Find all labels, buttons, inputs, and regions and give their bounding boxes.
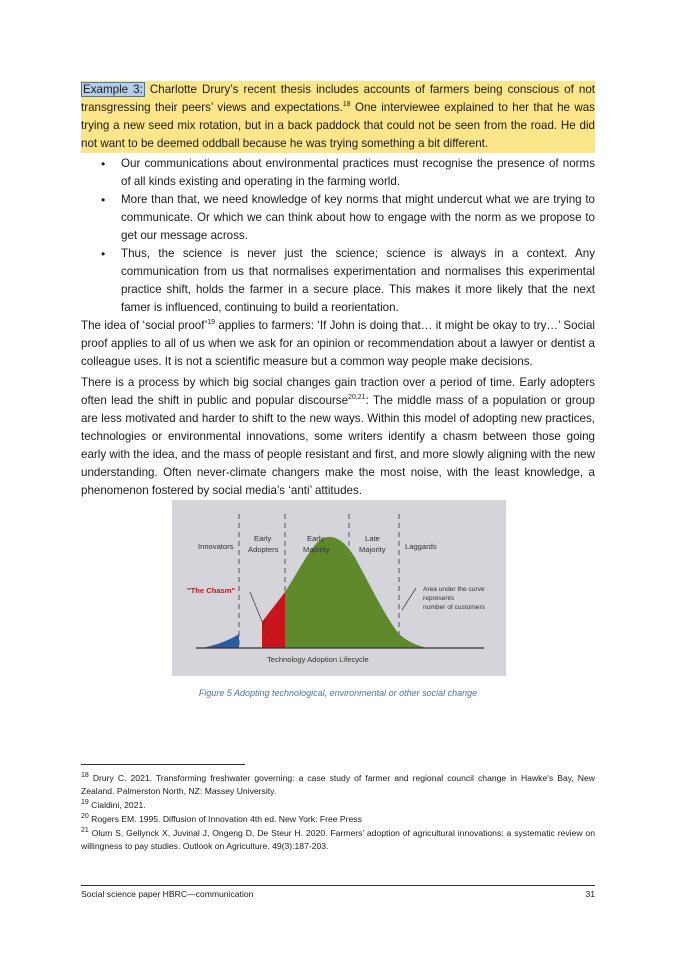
- label-late-majority-2: Majority: [359, 545, 386, 554]
- label-area-2: represents: [423, 595, 455, 602]
- footnote-ref-18[interactable]: 18: [342, 101, 351, 109]
- footer-separator: [81, 885, 595, 886]
- paragraph-text: applies to farmers: ‘If John is doing that… it might be okay to try…’ Social proof applies to all of us when we ask for an opinion or recommendation about a lawyer or dentist a colleague uses. It is not a scientific measure but a common way people make decisions.: [81, 319, 596, 368]
- paragraph-text: There is a process by which big social changes gain traction over a period of time. Early adopters often lead the shift in public and popular discourse: [81, 376, 595, 407]
- label-early-adopters-2: Adopters: [248, 545, 279, 554]
- label-innovators: Innovators: [198, 542, 234, 551]
- paragraph-social-change: [81, 374, 595, 500]
- footnote-20: $^{20}$ Rogers EM. 1995. Diffusion of Innovation 4th ed. New York: Free Press: [81, 813, 362, 824]
- bullet-list: [81, 155, 595, 317]
- example-tag: Example 3:: [83, 83, 143, 96]
- label-early-adopters-1: Early: [254, 534, 272, 543]
- footnote-ref-19[interactable]: 19: [207, 319, 216, 327]
- label-axis: Technology Adoption Lifecycle: [267, 655, 369, 664]
- label-area-1: Area under the curve: [423, 586, 485, 593]
- bullet-item: • More than that, we need knowledge of key norms that might undercut what we are trying to communicate. Or which we can think about how to engage with the norm as we propose to get our message across.: [81, 191, 595, 245]
- footnote-21: $^{21}$ Olum S, Gellynck X, Juvinal J, Ongeng D, De Steur H. 2020. Farmers’ adoption of agricultural innovations: a systematic review on willingness to pay studies. Outlook on Agriculture. 49(3):187-203.: [81, 827, 595, 851]
- label-chasm: "The Chasm": [187, 586, 236, 595]
- label-area-3: number of customers: [423, 604, 485, 611]
- footnote-separator: [81, 764, 245, 765]
- footnote-18: $^{18}$ Drury C. 2021. Transforming freshwater governing: a case study of farmer and regional council change in Hawke's Bay, New Zealand. Palmerston North, NZ: Massey University.: [81, 772, 595, 796]
- page-number: 31: [585, 889, 595, 899]
- paragraph-social-proof: [81, 317, 595, 371]
- footnotes: [81, 772, 595, 854]
- paragraph-text: The idea of ‘social proof’: [81, 319, 208, 332]
- bullet-item: • Our communications about environmental practices must recognise the presence of norms of all kinds existing and operating in the farming world.: [81, 155, 595, 191]
- figure-caption: Figure 5 Adopting technological, environmental or other social change: [198, 688, 478, 698]
- footnote-19: $^{19}$ Cialdini, 2021.: [81, 799, 146, 810]
- example-callout: [81, 81, 595, 153]
- example-text: Charlotte Drury’s recent thesis includes accounts of farmers being conscious of not transgressing their peers’ views and expectations.: [81, 83, 595, 114]
- example-text-continued: One interviewee explained to her that he was trying a new seed mix rotation, but in a back paddock that could not be seen from the road. He did not want to be deemed oddball because he was trying something a bit different.: [81, 101, 595, 150]
- label-laggards: Laggards: [405, 542, 437, 551]
- adoption-lifecycle-figure: [172, 500, 506, 676]
- paragraph-text: : The middle mass of a population or group are less motivated and harder to shift to the new ways. Within this model of adopting new practices, technologies or environmental innovations, some writers identify a chasm between those going early with the idea, and the mass of people resistant and first, and more slowly aligning with the new understanding. Often never-climate changers make the most noise, with the least knowledge, a phenomenon fostered by social media’s ‘anti’ attitudes.: [81, 394, 596, 497]
- bullet-item: • Thus, the science is never just the science; science is always in a context. Any communication from us that normalises experimentation and normalises this experimental practice shift, holds the farmer in a secure place. This makes it more likely that the next famer is influenced, continuing to build a reorientation.: [81, 245, 595, 317]
- label-early-majority-1: Early: [307, 534, 325, 543]
- label-late-majority-1: Late: [365, 534, 380, 543]
- footer-title: Social science paper HBRC—communication: [81, 889, 254, 899]
- label-early-majority-2: Majority: [303, 545, 330, 554]
- footnote-ref-20-21[interactable]: 20,21: [348, 394, 366, 402]
